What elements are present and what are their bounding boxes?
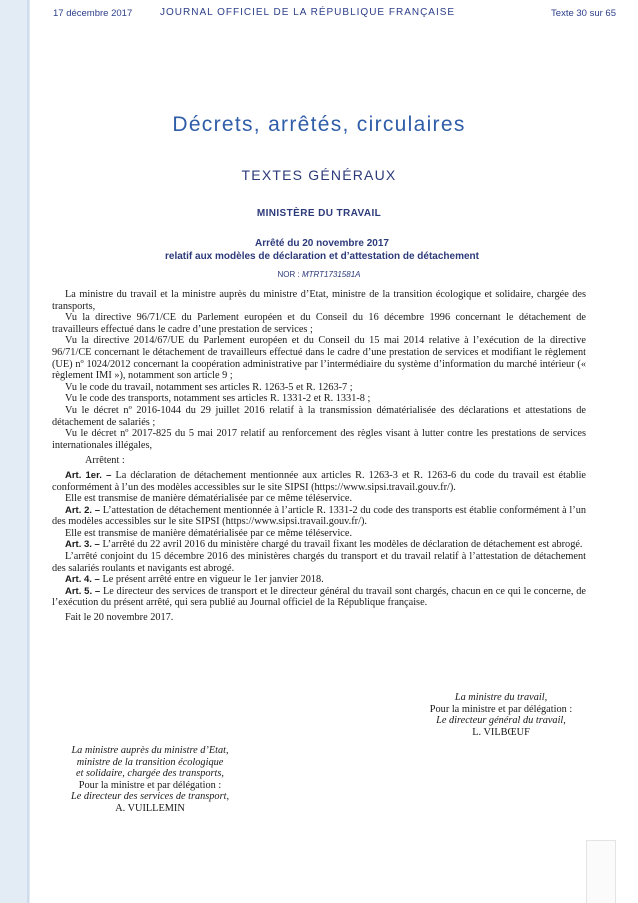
header-date: 17 décembre 2017 xyxy=(53,8,133,19)
ministry-name: MINISTÈRE DU TRAVAIL xyxy=(256,208,382,219)
signature-block-left xyxy=(48,745,252,815)
preamble-paragraph: Vu le décret nº 2017-825 du 5 mai 2017 relatif au renforcement des règles visant à lutter contre les prestations de services internationales illégales, xyxy=(52,428,586,451)
article-paragraph: L’arrêté conjoint du 15 décembre 2016 des ministères chargés du transport et du travail relatif à l’attestation de détachement des salariés roulants et navigants est abrogé. xyxy=(52,551,586,574)
article-text: L’attestation de détachement mentionnée à l’article R. 1331-2 du code des transports est établie conformément à l’un des modèles accessibles sur le site SIPSI (https://www.sipsi.travail.gouv.fr/). xyxy=(52,504,587,528)
delegation-line: Pour la ministre et par délégation : xyxy=(78,779,222,791)
article-text: La déclaration de détachement mentionnée aux articles R. 1263-3 et R. 1263-6 du code du travail est établie conformément à l’un des modèles accessibles sur le site SIPSI (https://www.sipsi.travail.gouv.fr/). xyxy=(52,469,586,493)
signatory-name-initial: A. V xyxy=(115,802,136,814)
article-5 xyxy=(52,586,586,609)
delegate-title: Le directeur général du travail, xyxy=(436,715,566,727)
arrete-title xyxy=(0,237,638,263)
signatory-name-rest: UILLEMIN xyxy=(135,802,185,814)
article-4 xyxy=(52,574,586,586)
article-1 xyxy=(52,470,586,493)
signatory-title: La ministre du travail, xyxy=(454,692,548,703)
nor-value: MTRT1731581A xyxy=(301,270,361,279)
document-body xyxy=(52,289,586,624)
nor-reference xyxy=(0,270,638,279)
article-text: Le présent arrêté entre en vigueur le 1er janvier 2018. xyxy=(102,574,324,586)
page-corner-mark xyxy=(586,840,616,903)
signatory-name xyxy=(48,803,252,815)
preamble-paragraph: Vu la directive 2014/67/UE du Parlement européen et du Conseil du 15 mai 2014 relative à l’exécution de la directive 96/71/CE concernant le détachement de travailleurs effectué dans le cadre d’une prestation de services et modifiant le règlement (UE) nº 1024/2012 concernant la coopération administrative par l’intermédiaire du système d’information du marché intérieur (« règlement IMI »), notamment son article 9 ; xyxy=(52,335,586,382)
signatory-title: et solidaire, chargée des transports, xyxy=(76,768,224,780)
preamble-paragraph: Vu le code des transports, notamment ses articles R. 1331-2 et R. 1331-8 ; xyxy=(65,393,371,405)
page-header xyxy=(53,0,616,30)
main-title: Décrets, arrêtés, circulaires xyxy=(172,113,466,136)
article-3 xyxy=(52,539,586,551)
article-2 xyxy=(52,505,586,528)
signatory-title: ministre de la transition écologique xyxy=(76,756,224,768)
preamble-paragraph: Vu le code du travail, notamment ses articles R. 1263-5 et R. 1263-7 ; xyxy=(65,381,353,393)
signatory-title: La ministre auprès du ministre d’Etat, xyxy=(71,745,229,756)
article-label: Art. 5. – xyxy=(65,585,101,597)
signature-block-right xyxy=(386,692,616,738)
nor-label: NOR : xyxy=(277,270,302,279)
section-title: TEXTES GÉNÉRAUX xyxy=(241,167,397,183)
arretent-heading: Arrêtent : xyxy=(85,455,125,467)
article-paragraph: Elle est transmise de manière dématérialisée par ce même téléservice. xyxy=(65,527,353,539)
article-text: L’arrêté du 22 avril 2016 du ministère chargé du travail fixant les modèles de déclaration de détachement est abrogé. xyxy=(102,539,583,551)
preamble-paragraph: Vu la directive 96/71/CE du Parlement européen et du Conseil du 16 décembre 1996 concernant le détachement de travailleurs effectué dans le cadre d’une prestation de services ; xyxy=(52,312,586,335)
done-at-date: Fait le 20 novembre 2017. xyxy=(65,612,174,624)
signatory-name xyxy=(386,727,616,739)
header-text-number: Texte 30 sur 65 xyxy=(551,8,616,19)
arrete-title-line1: Arrêté du 20 novembre 2017 xyxy=(255,238,389,249)
signatory-name-rest: ILBŒUF xyxy=(490,726,530,738)
article-label: Art. 3. – xyxy=(65,539,100,551)
article-label: Art. 1er. – xyxy=(65,469,112,481)
delegate-title: Le directeur des services de transport, xyxy=(70,791,230,803)
article-text: Le directeur des services de transport et le directeur général du travail sont chargés, chacun en ce qui le concerne, de l’exécution du présent arrêté, qui sera publié au Journal officiel de la République française. xyxy=(52,585,586,609)
arrete-title-line2: relatif aux modèles de déclaration et d’attestation de détachement xyxy=(165,251,479,262)
delegation-line: Pour la ministre et par délégation : xyxy=(429,703,573,715)
preamble-paragraph: Vu le décret nº 2016-1044 du 29 juillet 2016 relatif à la transmission dématérialisée des déclarations et attestations de détachement de salariés ; xyxy=(52,404,586,428)
article-paragraph: Elle est transmise de manière dématérialisée par ce même téléservice. xyxy=(65,493,353,505)
article-label: Art. 4. – xyxy=(65,574,100,586)
header-journal-title: JOURNAL OFFICIEL DE LA RÉPUBLIQUE FRANÇAISE xyxy=(160,7,456,18)
signatory-name-initial: L. V xyxy=(472,726,491,738)
preamble-paragraph: La ministre du travail et la ministre auprès du ministre d’Etat, ministre de la transition écologique et solidaire, chargée des transports, xyxy=(52,289,586,312)
article-label: Art. 2. – xyxy=(65,504,101,516)
